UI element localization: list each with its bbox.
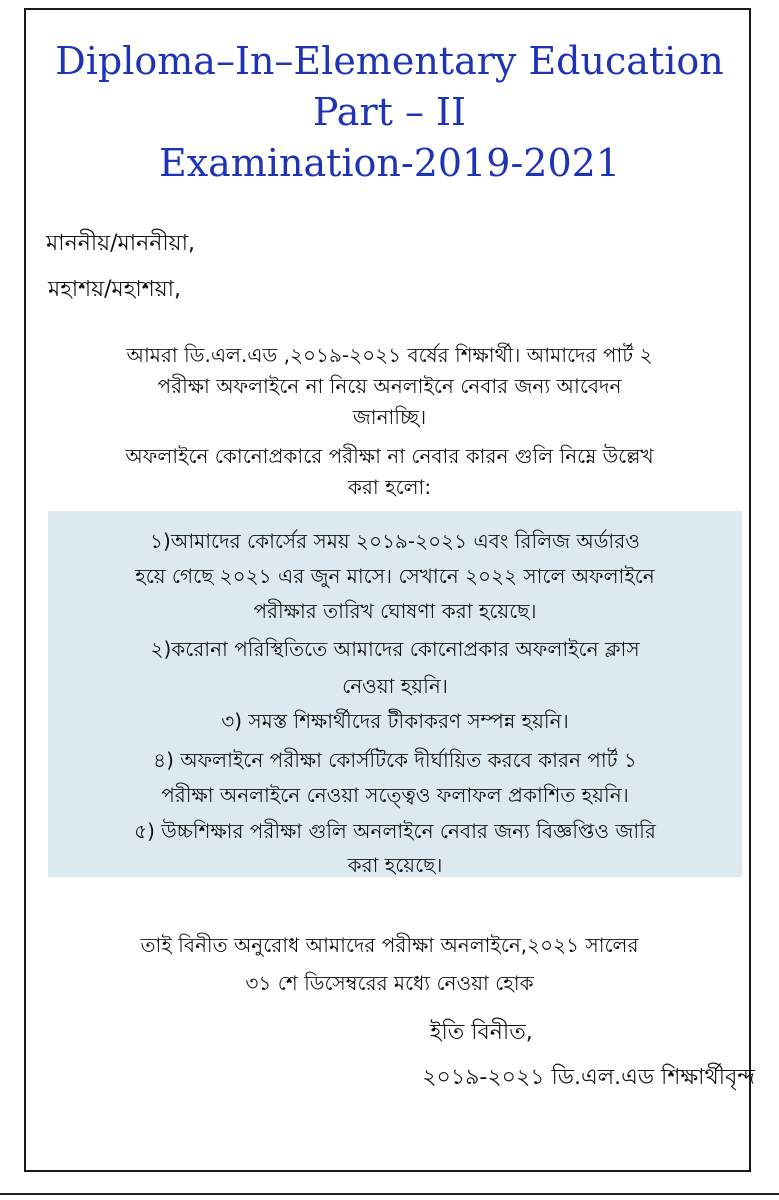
bottom-divider: [0, 1193, 779, 1195]
closing-text: ইতি বিনীত,: [430, 1020, 533, 1045]
title-line-2: Part – II: [312, 90, 467, 134]
request-line: ৩১ শে ডিসেম্বরের মধ্যে নেওয়া হোক: [245, 971, 534, 995]
title-line-1: Diploma–In–Elementary Education: [55, 39, 724, 83]
reason-line: করা হয়েছে।: [347, 853, 443, 877]
reason-line: ৪) অফলাইনে পরীক্ষা কোর্সটিকে দীর্ঘায়িত করবে কারন পার্ট ১: [153, 748, 637, 772]
reasons-box: [48, 511, 742, 877]
signature-text: ২০১৯-২০২১ ডি.এল.এড শিক্ষার্থীবৃন্দ: [422, 1065, 755, 1090]
reason-line: নেওয়া হয়নি।: [342, 674, 448, 698]
salutation-line-2: মহাশয়/মহাশয়া,: [48, 277, 182, 302]
intro-line: জানাচ্ছি।: [352, 405, 427, 429]
request-line: তাই বিনীত অনুরোধ আমাদের পরীক্ষা অনলাইনে,২০২১ সালের: [140, 933, 639, 957]
intro-line: পরীক্ষা অফলাইনে না নিয়ে অনলাইনে নেবার জন্য আবেদন: [157, 374, 622, 398]
reason-line: পরীক্ষা অনলাইনে নেওয়া সত্ত্বেও ফলাফল প্রকাশিত হয়নি।: [161, 783, 629, 807]
reason-line: হয়ে গেছে ২০২১ এর জুন মাসে। সেখানে ২০২২ সালে অফলাইনে: [135, 564, 655, 588]
reason-line: ১)আমাদের কোর্সের সময় ২০১৯-২০২১ এবং রিলিজ অর্ডারও: [150, 529, 640, 553]
reason-line: ৩) সমস্ত শিক্ষার্থীদের টীকাকরণ সম্পন্ন হয়নি।: [221, 709, 569, 733]
salutation-line-1: মাননীয়/মাননীয়া,: [46, 231, 196, 256]
reason-line: ২)করোনা পরিস্থিতিতে আমাদের কোনোপ্রকার অফলাইনে ক্লাস: [150, 637, 640, 661]
reason-line: ৫) উচ্চশিক্ষার পরীক্ষা গুলি অনলাইনে নেবার জন্য বিজ্ঞপ্তিও জারি: [134, 819, 656, 843]
request-paragraph: [34, 926, 745, 1002]
reasons-intro-line: করা হলো:: [347, 475, 432, 499]
reason-line: পরীক্ষার তারিখ ঘোষণা করা হয়েছে।: [253, 599, 537, 623]
reasons-intro-line: অফলাইনে কোনোপ্রকারে পরীক্ষা না নেবার কারন গুলি নিম্নে উল্লেখ: [125, 444, 654, 468]
intro-paragraph: [34, 340, 745, 433]
reasons-intro: [34, 441, 745, 503]
intro-line: আমরা ডি.এল.এড ,২০১৯-২০২১ বর্ষের শিক্ষার্থী। আমাদের পার্ট ২: [126, 343, 653, 367]
title-line-3: Examination-2019-2021: [158, 141, 620, 185]
